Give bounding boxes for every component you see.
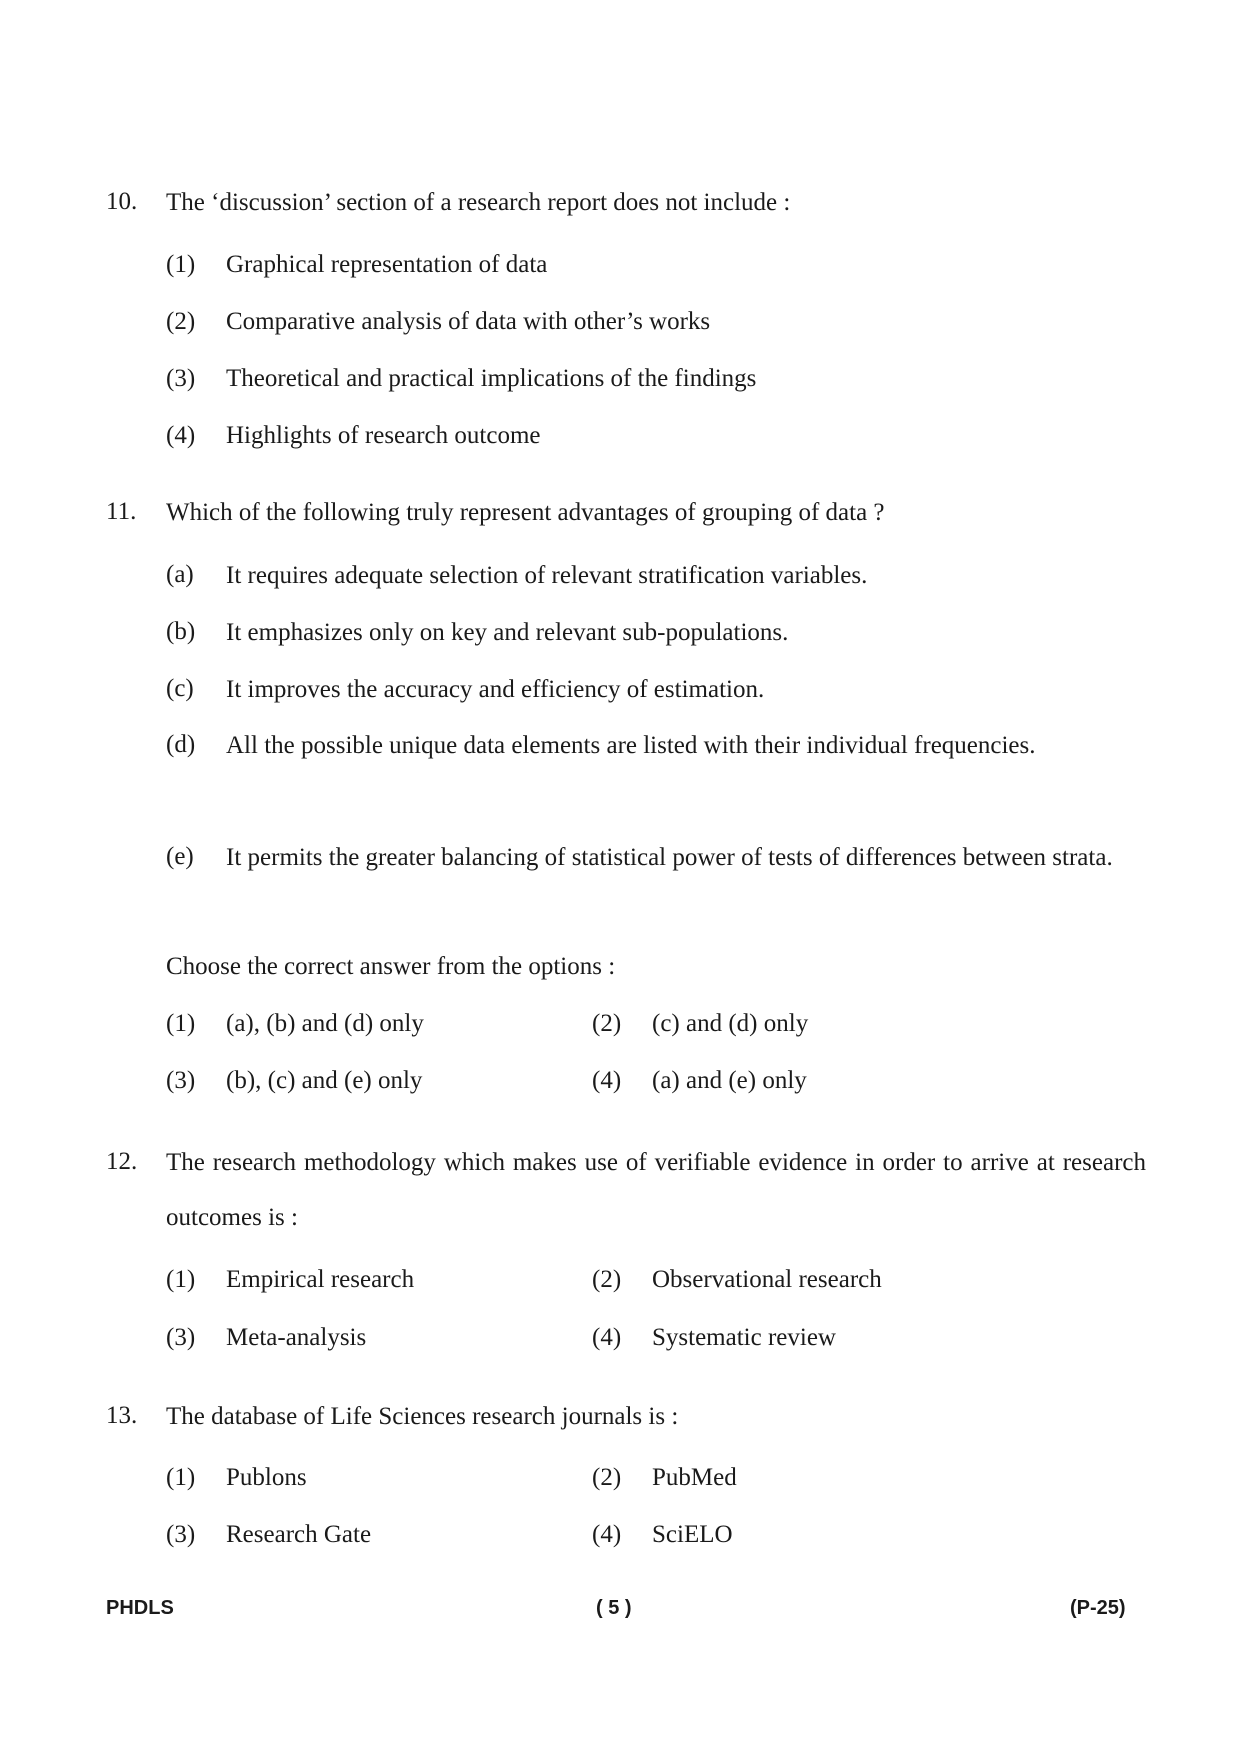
option-number: (4) xyxy=(592,1521,622,1548)
option-number: (4) xyxy=(592,1067,622,1094)
option-text: PubMed xyxy=(652,1464,737,1491)
option-text: (a) and (e) only xyxy=(652,1067,807,1094)
statement-text: It emphasizes only on key and relevant sub-populations. xyxy=(226,619,789,646)
option-number: (4) xyxy=(166,422,196,449)
question-number: 11. xyxy=(106,498,137,525)
option-number: (1) xyxy=(166,251,196,278)
option-text: Theoretical and practical implications of the findings xyxy=(226,365,757,392)
option-text: (b), (c) and (e) only xyxy=(226,1067,423,1094)
question-text: The ‘discussion’ section of a research report does not include : xyxy=(166,189,791,216)
option-number: (1) xyxy=(166,1010,196,1037)
option-number: (2) xyxy=(166,308,196,335)
statement-text: All the possible unique data elements are listed with their individual frequencies. xyxy=(226,732,1036,759)
option-text: Systematic review xyxy=(652,1324,836,1351)
option-text: Observational research xyxy=(652,1266,882,1293)
option-text: Highlights of research outcome xyxy=(226,422,541,449)
footer-page-ref: (P-25) xyxy=(1070,1597,1126,1619)
question-number: 13. xyxy=(106,1402,138,1429)
option-number: (2) xyxy=(592,1010,622,1037)
option-number: (3) xyxy=(166,1324,196,1351)
option-text: (c) and (d) only xyxy=(652,1010,809,1037)
option-text: Research Gate xyxy=(226,1521,372,1548)
question-text: The research methodology which makes use of verifiable evidence in order to arrive at research outcomes is : xyxy=(166,1149,1146,1231)
statement-text: It permits the greater balancing of statistical power of tests of differences between strata. xyxy=(226,844,1113,871)
option-number: (1) xyxy=(166,1464,196,1491)
statement-label: (b) xyxy=(166,618,196,645)
option-text: Graphical representation of data xyxy=(226,251,548,278)
question-number: 10. xyxy=(106,188,138,215)
option-text: Comparative analysis of data with other’s works xyxy=(226,308,711,335)
option-text: Empirical research xyxy=(226,1266,415,1293)
statement-label: (a) xyxy=(166,561,194,588)
page-number: ( 5 ) xyxy=(596,1597,632,1619)
option-number: (3) xyxy=(166,365,196,392)
option-text: Meta-analysis xyxy=(226,1324,367,1351)
option-text: SciELO xyxy=(652,1521,733,1548)
option-text: Publons xyxy=(226,1464,307,1491)
statement-text: It requires adequate selection of relevant stratification variables. xyxy=(226,562,868,589)
statement-label: (c) xyxy=(166,675,194,702)
footer-code: PHDLS xyxy=(106,1597,174,1619)
statement-label: (e) xyxy=(166,843,194,870)
option-number: (4) xyxy=(592,1324,622,1351)
question-text: The database of Life Sciences research journals is : xyxy=(166,1403,679,1430)
option-number: (3) xyxy=(166,1521,196,1548)
question-number: 12. xyxy=(106,1148,138,1175)
instruction-text: Choose the correct answer from the options : xyxy=(166,953,616,980)
statement-label: (d) xyxy=(166,731,196,758)
option-number: (2) xyxy=(592,1464,622,1491)
option-number: (1) xyxy=(166,1266,196,1293)
statement-text: It improves the accuracy and efficiency of estimation. xyxy=(226,676,765,703)
option-number: (2) xyxy=(592,1266,622,1293)
option-number: (3) xyxy=(166,1067,196,1094)
option-text: (a), (b) and (d) only xyxy=(226,1010,424,1037)
question-text: Which of the following truly represent advantages of grouping of data ? xyxy=(166,499,885,526)
